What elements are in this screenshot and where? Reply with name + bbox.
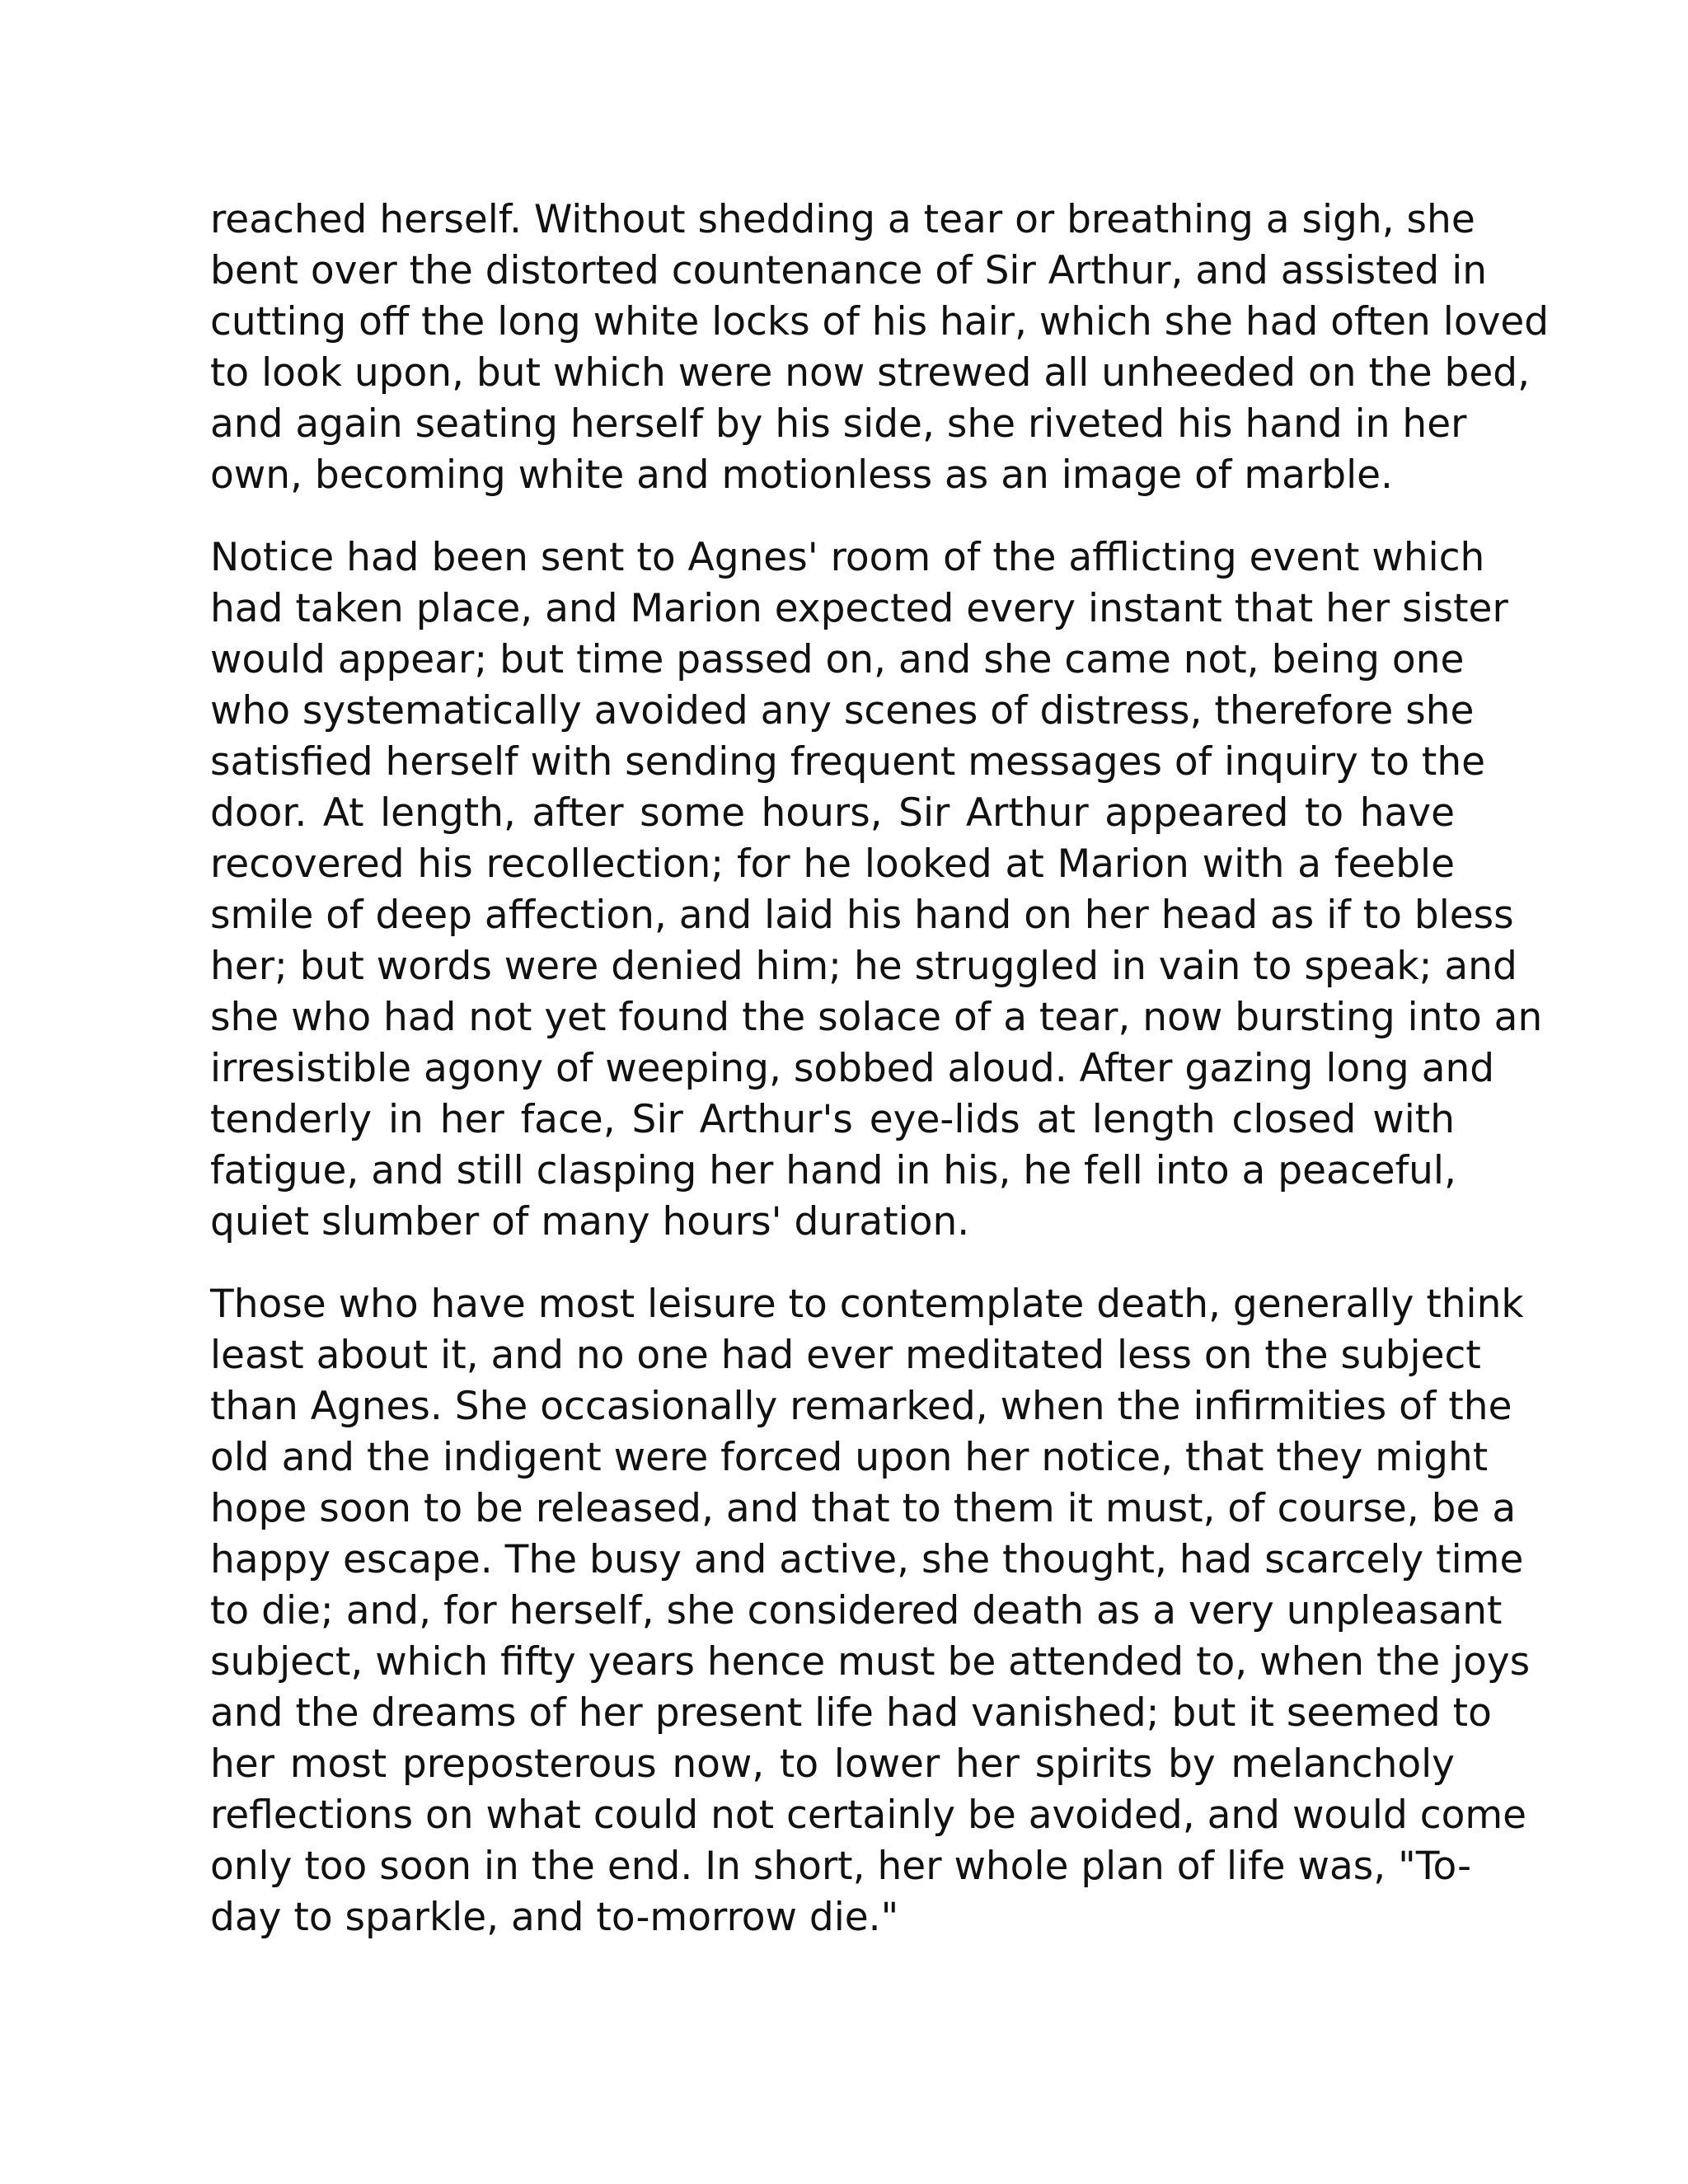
text-line: had taken place, and Marion expected every instant that her sister (210, 586, 1508, 631)
text-line: smile of deep affection, and laid his hand on her head as if to bless (210, 893, 1514, 938)
paragraph-3 (210, 1279, 1531, 1943)
text-line: would appear; but time passed on, and she came not, being one (210, 637, 1465, 682)
text-line: recovered his recollection; for he looked at Marion with a feeble (210, 841, 1455, 887)
text-line: subject, which fifty years hence must be attended to, when the joys (210, 1639, 1531, 1685)
text-line: to look upon, but which were now strewed all unheeded on the bed, (210, 350, 1531, 396)
text-line: her; but words were denied him; he struggled in vain to speak; and (210, 944, 1517, 989)
text-line: reached herself. Without shedding a tear or breathing a sigh, she (210, 197, 1475, 242)
text-line: own, becoming white and motionless as an image of marble. (210, 452, 1393, 498)
text-line: who systematically avoided any scenes of distress, therefore she (210, 688, 1475, 733)
body-text (210, 194, 1550, 1943)
text-line: to die; and, for herself, she considered death as a very unpleasant (210, 1588, 1503, 1633)
text-line: and again seating herself by his side, she riveted his hand in her (210, 401, 1467, 447)
paragraph-1 (210, 194, 1550, 501)
text-line: satisfied herself with sending frequent messages of inquiry to the (210, 739, 1486, 785)
text-line: Those who have most leisure to contemplate death, generally think (210, 1282, 1524, 1327)
text-line: reflections on what could not certainly be avoided, and would come (210, 1793, 1527, 1838)
text-line: only too soon in the end. In short, her whole plan of life was, "To- (210, 1844, 1472, 1889)
text-line: tenderly in her face, Sir Arthur's eye-lids at length closed with (210, 1097, 1455, 1142)
text-line: her most preposterous now, to lower her spirits by melancholy (210, 1741, 1455, 1787)
text-line: day to sparkle, and to-morrow die." (210, 1895, 899, 1940)
text-line: old and the indigent were forced upon her notice, that they might (210, 1435, 1489, 1480)
text-line: she who had not yet found the solace of a tear, now bursting into an (210, 995, 1543, 1040)
text-line: hope soon to be released, and that to them it must, of course, be a (210, 1486, 1517, 1531)
paragraph-2 (210, 532, 1543, 1248)
text-line: and the dreams of her present life had vanished; but it seemed to (210, 1690, 1492, 1736)
text-line: Notice had been sent to Agnes' room of the afflicting event which (210, 535, 1485, 580)
text-line: door. At length, after some hours, Sir Arthur appeared to have (210, 790, 1455, 836)
text-line: than Agnes. She occasionally remarked, when the infirmities of the (210, 1384, 1512, 1429)
text-line: least about it, and no one had ever meditated less on the subject (210, 1333, 1481, 1378)
text-line: fatigue, and still clasping her hand in his, he fell into a peaceful, (210, 1148, 1456, 1193)
text-line: bent over the distorted countenance of Sir Arthur, and assisted in (210, 248, 1488, 293)
text-line: quiet slumber of many hours' duration. (210, 1199, 970, 1244)
text-line: happy escape. The busy and active, she thought, had scarcely time (210, 1537, 1524, 1582)
text-line: cutting off the long white locks of his hair, which she had often loved (210, 299, 1550, 344)
text-line: irresistible agony of weeping, sobbed aloud. After gazing long and (210, 1046, 1495, 1091)
